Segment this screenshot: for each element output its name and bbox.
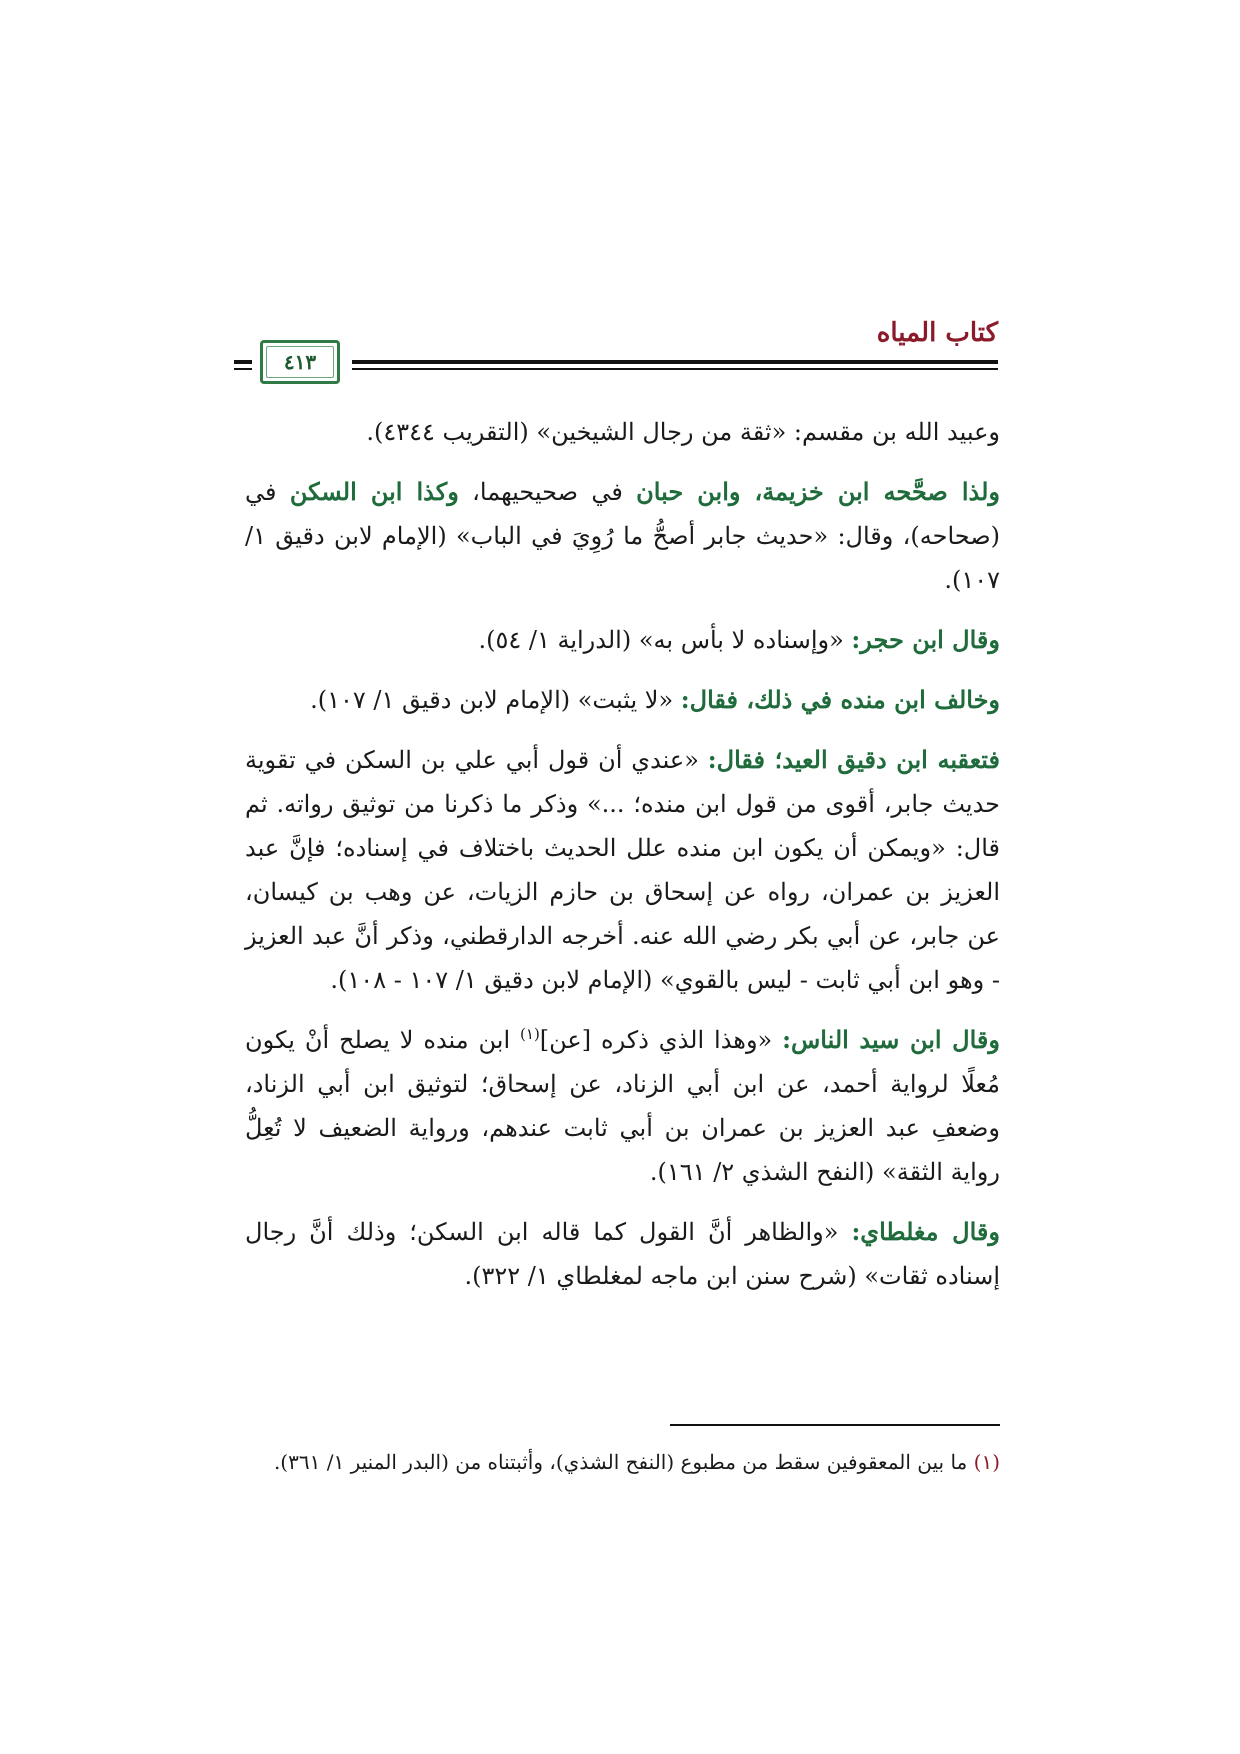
paragraph-3-lead: وقال ابن حجر: bbox=[851, 625, 1000, 654]
header-rule-thick bbox=[352, 360, 998, 364]
paragraph-2-mid: في صحيحيهما، bbox=[458, 478, 637, 506]
paragraph-2-text: في (صحاحه)، وقال: «حديث جابر أصحُّ ما رُوِيَ في الباب» (الإمام لابن دقيق ١/ ١٠٧). bbox=[245, 478, 1000, 594]
paragraph-1 bbox=[245, 410, 1000, 454]
paragraph-2 bbox=[245, 470, 1000, 602]
paragraph-1-text: وعبيد الله بن مقسم: «ثقة من رجال الشيخين» (التقريب ٤٣٤٤). bbox=[366, 418, 1000, 446]
paragraph-4-lead: وخالف ابن منده في ذلك، فقال: bbox=[680, 685, 1000, 714]
paragraph-2-lead2: وكذا ابن السكن bbox=[289, 477, 459, 506]
paragraph-6 bbox=[245, 1018, 1000, 1194]
paragraph-5 bbox=[245, 738, 1000, 1002]
header-rule-left-thin bbox=[234, 368, 252, 370]
header-title: كتاب المياه bbox=[876, 318, 998, 348]
paragraph-3-text: «وإسناده لا بأس به» (الدراية ١/ ٥٤). bbox=[478, 626, 852, 654]
footnote-number: (١) bbox=[973, 1450, 1000, 1474]
header-rule-thin bbox=[352, 368, 998, 370]
footnote-text: ما بين المعقوفين سقط من مطبوع (النفح الشذي)، وأثبتناه من (البدر المنير ١/ ٣٦١). bbox=[273, 1450, 974, 1474]
paragraph-7 bbox=[245, 1210, 1000, 1298]
footnote-reference[interactable]: (١) bbox=[520, 1025, 540, 1043]
paragraph-6-lead: وقال ابن سيد الناس: bbox=[782, 1025, 1000, 1054]
body-text bbox=[245, 410, 1000, 1314]
paragraph-4 bbox=[245, 678, 1000, 722]
paragraph-3 bbox=[245, 618, 1000, 662]
paragraph-6-text: ابن منده لا يصلح أنْ يكون مُعلًا لرواية أحمد، عن ابن أبي الزناد، عن إسحاق؛ لتوثيق ابن أبي الزناد، وضعفِ عبد العزيز بن عمران بن أبي ثابت عندهم، ورواية الضعيف لا تُعِلُّ رواية الثقة» (النفح الشذي ٢/ ١٦١). bbox=[245, 1026, 1000, 1186]
footnote bbox=[245, 1444, 1000, 1480]
paragraph-5-lead: فتعقبه ابن دقيق العيد؛ فقال: bbox=[707, 745, 1000, 774]
footnote-rule bbox=[670, 1424, 1000, 1426]
header-rule-left-thick bbox=[234, 360, 252, 364]
paragraph-7-lead: وقال مغلطاي: bbox=[851, 1217, 1000, 1246]
page-number-badge bbox=[260, 340, 340, 384]
paragraph-5-text: «عندي أن قول أبي علي بن السكن في تقوية حديث جابر، أقوى من قول ابن منده؛ ...» وذكر ما ذكرنا من توثيق رواته. ثم قال: «ويمكن أن يكون ابن منده علل الحديث باختلاف في إسناده؛ فإنَّ عبد العزيز بن عمران، رواه عن إسحاق بن حازم الزيات، عن وهب بن كيسان، عن جابر، عن أبي بكر رضي الله عنه. أخرجه الدارقطني، وذكر أنَّ عبد العزيز - وهو ابن أبي ثابت - ليس بالقوي» (الإمام لابن دقيق ١/ ١٠٧ - ١٠٨). bbox=[245, 746, 1000, 994]
paragraph-4-text: «لا يثبت» (الإمام لابن دقيق ١/ ١٠٧). bbox=[310, 686, 681, 714]
paragraph-2-lead: ولذا صحَّحه ابن خزيمة، وابن حبان bbox=[636, 477, 1000, 506]
page-number: ٤١٣ bbox=[283, 350, 317, 374]
paragraph-7-text: «والظاهر أنَّ القول كما قاله ابن السكن؛ وذلك أنَّ رجال إسناده ثقات» (شرح سنن ابن ماجه لمغلطاي ١/ ٣٢٢). bbox=[245, 1218, 1000, 1290]
paragraph-6-text-before-ref: «وهذا الذي ذكره [عن] bbox=[539, 1026, 783, 1054]
